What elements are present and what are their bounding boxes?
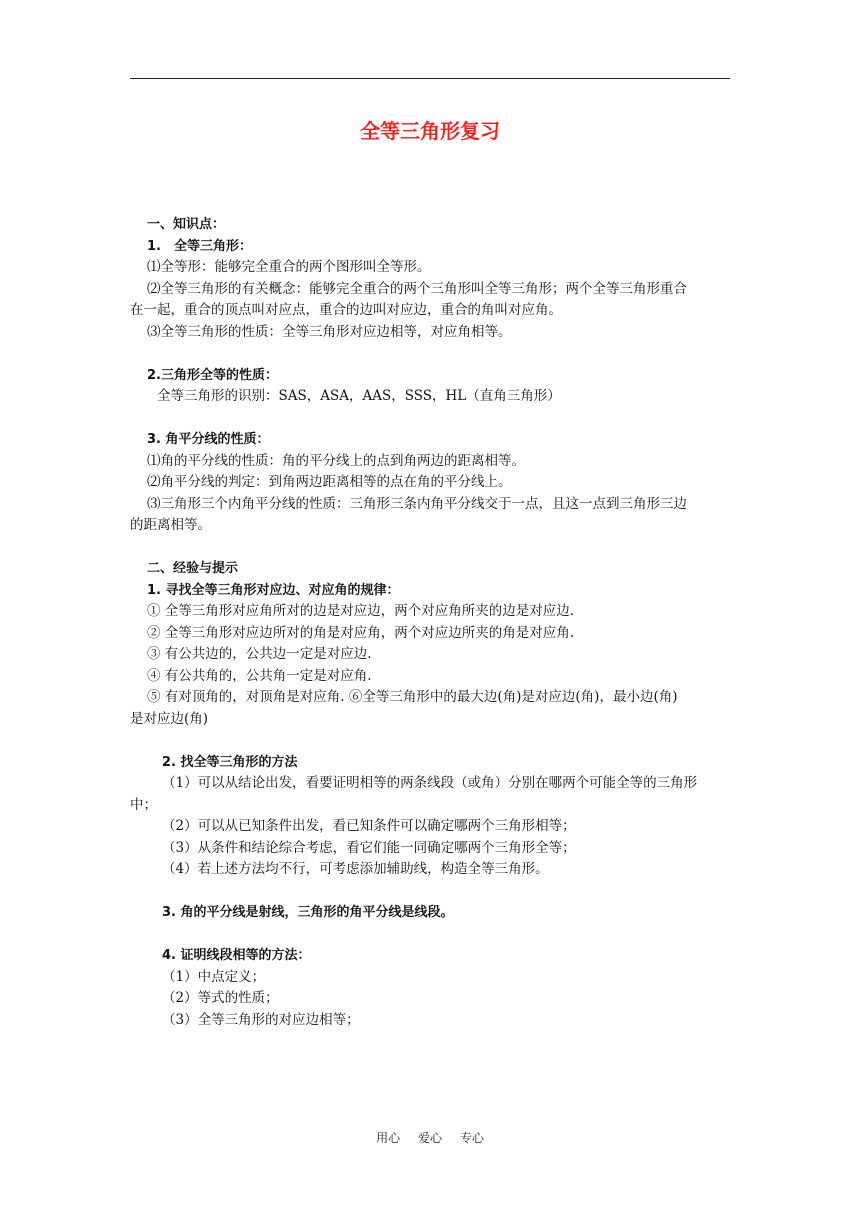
- section-heading-tips: 二、经验与提示: [147, 561, 239, 576]
- footer-text: 爱心: [417, 1131, 442, 1145]
- list-item: ① 全等三角形对应角所对的边是对应边，两个对应角所夹的边是对应边.: [147, 603, 575, 619]
- list-item: ⑤ 有对顶角的，对顶角是对应角. ⑥全等三角形中的最大边(角)是对应边(角)，最小边(角): [147, 689, 678, 705]
- document-body: [130, 214, 730, 1031]
- list-item: （1）中点定义；: [162, 968, 266, 985]
- paragraph-continuation: 的距离相等。: [130, 517, 211, 533]
- subheading-correspondence-rules: 1. 寻找全等三角形对应边、对应角的规律：: [147, 582, 400, 598]
- paragraph: （3）从条件和结论综合考虑，看它们能一同确定哪两个三角形全等；: [162, 839, 576, 856]
- paragraph: ⑵全等三角形的有关概念：能够完全重合的两个三角形叫全等三角形；两个全等三角形重合: [147, 280, 687, 297]
- subheading-segment-equality: 4. 证明线段相等的方法：: [162, 948, 311, 963]
- list-item: ④ 有公共角的，公共角一定是对应角.: [147, 667, 372, 684]
- paragraph: ⑶三角形三个内角平分线的性质：三角形三条内角平分线交于一点，且这一点到三角形三边: [147, 495, 687, 512]
- paragraph: （1）可以从结论出发，看要证明相等的两条线段（或角）分别在哪两个可能全等的三角形: [162, 775, 698, 791]
- subheading-angle-bisector: 3. 角平分线的性质：: [147, 432, 270, 447]
- list-item: （2）等式的性质；: [162, 990, 279, 1006]
- paragraph: 全等三角形的识别：SAS，ASA，AAS，SSS，HL（直角三角形）: [157, 388, 561, 404]
- list-item: ③ 有公共边的，公共边一定是对应边.: [147, 646, 372, 662]
- section-heading-knowledge: 一、知识点：: [147, 217, 226, 232]
- paragraph: （4）若上述方法均不行，可考虑添加辅助线，构造全等三角形。: [162, 861, 549, 877]
- paragraph: （2）可以从已知条件出发，看已知条件可以确定哪两个三角形相等；: [162, 818, 576, 834]
- subheading-congruent-triangles: 1. 全等三角形：: [147, 238, 252, 254]
- subheading-finding-methods: 2. 找全等三角形的方法: [162, 754, 298, 770]
- paragraph-continuation: 中；: [130, 796, 157, 813]
- footer-text: 用心: [376, 1131, 401, 1145]
- subheading-bisector-ray: 3. 角的平分线是射线，三角形的角平分线是线段。: [162, 905, 454, 920]
- paragraph: ⑴全等形：能够完全重合的两个图形叫全等形。: [147, 259, 431, 275]
- footer-text: 专心: [459, 1131, 484, 1145]
- page-title: 全等三角形复习: [360, 119, 500, 143]
- list-item: （3）全等三角形的对应边相等；: [162, 1011, 360, 1028]
- paragraph: ⑵角平分线的判定：到角两边距离相等的点在角的平分线上。: [147, 474, 512, 490]
- header-rule: [130, 78, 730, 79]
- paragraph: ⑴角的平分线的性质：角的平分线上的点到角两边的距离相等。: [147, 452, 525, 469]
- list-item: ② 全等三角形对应边所对的角是对应角，两个对应边所夹的角是对应角.: [147, 624, 575, 641]
- list-item-continuation: 是对应边(角): [130, 710, 209, 727]
- paragraph: ⑶全等三角形的性质：全等三角形对应边相等，对应角相等。: [147, 323, 512, 340]
- paragraph-continuation: 在一起，重合的顶点叫对应点，重合的边叫对应边，重合的角叫对应角。: [130, 302, 562, 318]
- subheading-congruence-properties: 2.三角形全等的性质：: [147, 367, 278, 383]
- page-footer: [0, 1129, 860, 1146]
